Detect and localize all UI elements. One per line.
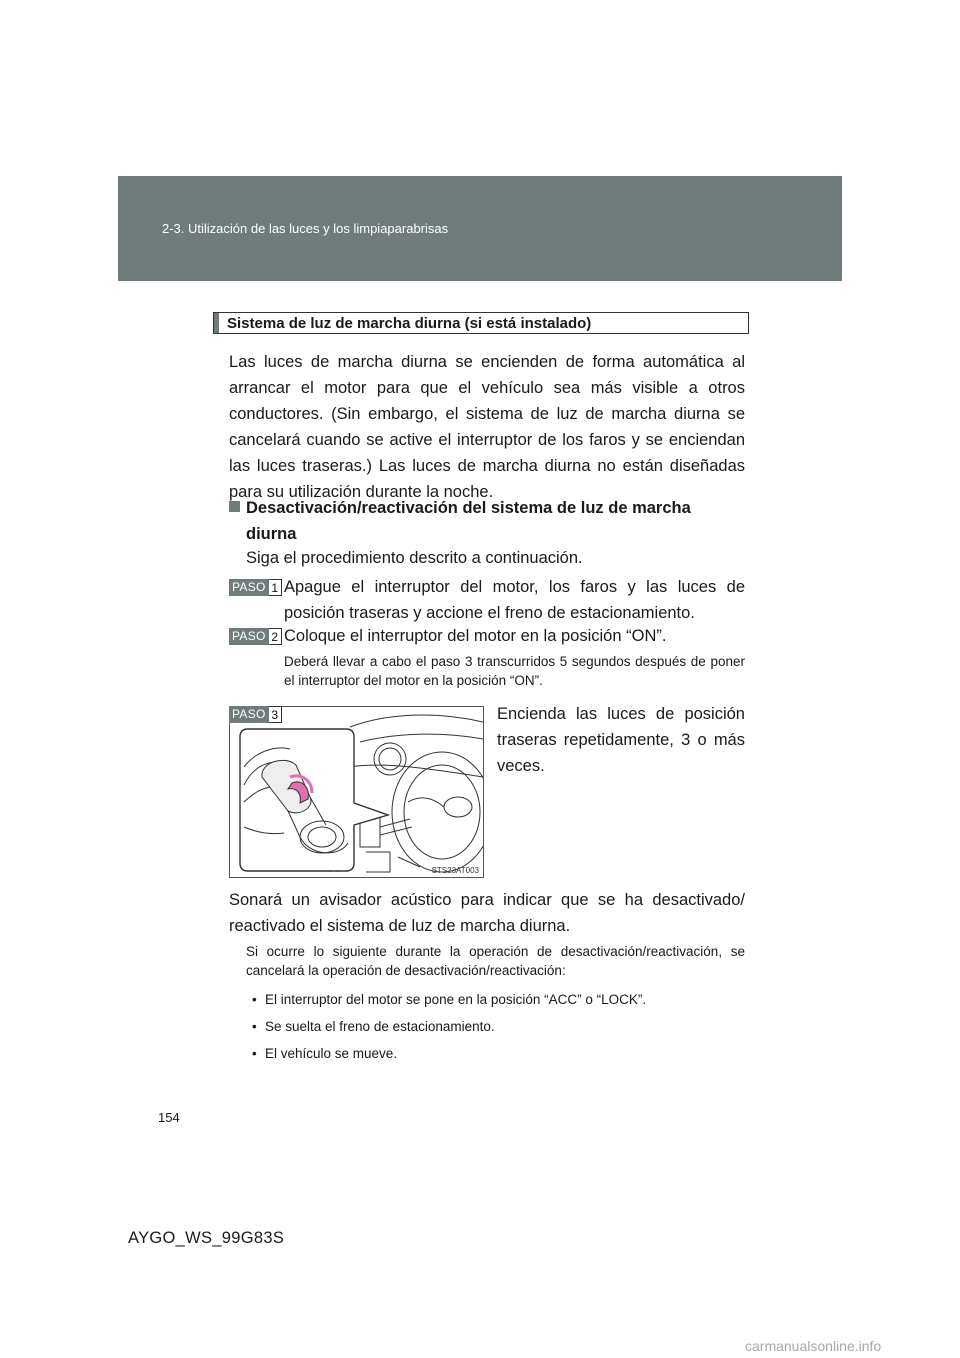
list-item: • Se suelta el freno de estacionamiento. bbox=[246, 1017, 745, 1036]
page-number: 154 bbox=[158, 1110, 180, 1125]
list-item: • El interruptor del motor se pone en la posición “ACC” o “LOCK”. bbox=[246, 990, 745, 1009]
step-2-label: PASO bbox=[229, 628, 269, 645]
step-2-text: Coloque el interruptor del motor en la posición “ON”. bbox=[284, 627, 667, 645]
subsection-intro: Siga el procedimiento descrito a continuación. bbox=[246, 549, 583, 567]
document-code: AYGO_WS_99G83S bbox=[128, 1229, 285, 1247]
square-bullet-icon bbox=[229, 501, 240, 512]
subsection-title bbox=[229, 495, 745, 547]
cancel-note: Si ocurre lo siguiente durante la operación de desactivación/reactivación, se cancelará la operación de desactivación/reactivación: bbox=[246, 944, 745, 978]
intro-paragraph: Las luces de marcha diurna se encienden de forma automática al arrancar el motor para que el vehículo sea más visible a otros conductores. (Sin embargo, el sistema de luz de marcha diurna se cancelará cuando se active el interruptor de los faros y se enciendan las luces traseras.) Las luces de marcha diurna no están diseñadas para su utilización durante la noche. bbox=[229, 353, 745, 501]
subsection-title-line2: diurna bbox=[246, 525, 297, 543]
step-1-label: PASO bbox=[229, 579, 269, 596]
list-item: • El vehículo se mueve. bbox=[246, 1044, 745, 1063]
light-switch-illustration bbox=[229, 706, 484, 878]
step-3-tag bbox=[229, 706, 282, 723]
step-2-note: Deberá llevar a cabo el paso 3 transcurridos 5 segundos después de poner el interruptor del motor en la posición “ON”. bbox=[284, 654, 745, 688]
step-2-number: 2 bbox=[269, 628, 282, 645]
subsection-title-line1: Desactivación/reactivación del sistema de luz de marcha bbox=[246, 499, 691, 517]
section-title-box bbox=[213, 312, 749, 334]
step-1-text: Apague el interruptor del motor, los faros y las luces de posición traseras y accione el freno de estacionamiento. bbox=[284, 578, 745, 622]
cancel-conditions-list bbox=[246, 990, 745, 1071]
step-1-number: 1 bbox=[269, 579, 282, 596]
chapter-header-text: 2-3. Utilización de las luces y los limpiaparabrisas bbox=[162, 221, 449, 236]
step-3-number: 3 bbox=[269, 706, 282, 723]
watermark-text: carmanualsonline.info bbox=[745, 1338, 882, 1354]
section-title: Sistema de luz de marcha diurna (si está instalado) bbox=[227, 315, 592, 332]
step-3-label: PASO bbox=[229, 706, 269, 723]
step-2-tag bbox=[229, 628, 282, 645]
step-3-text: Encienda las luces de posición traseras repetidamente, 3 o más veces. bbox=[497, 705, 745, 775]
result-paragraph: Sonará un avisador acústico para indicar que se ha desactivado/ reactivado el sistema de luz de marcha diurna. bbox=[229, 891, 745, 935]
figure-code: STS23AT003 bbox=[431, 866, 479, 875]
steering-column-drawing bbox=[230, 707, 483, 877]
step-1-tag bbox=[229, 579, 282, 596]
chapter-header-band bbox=[118, 176, 842, 281]
